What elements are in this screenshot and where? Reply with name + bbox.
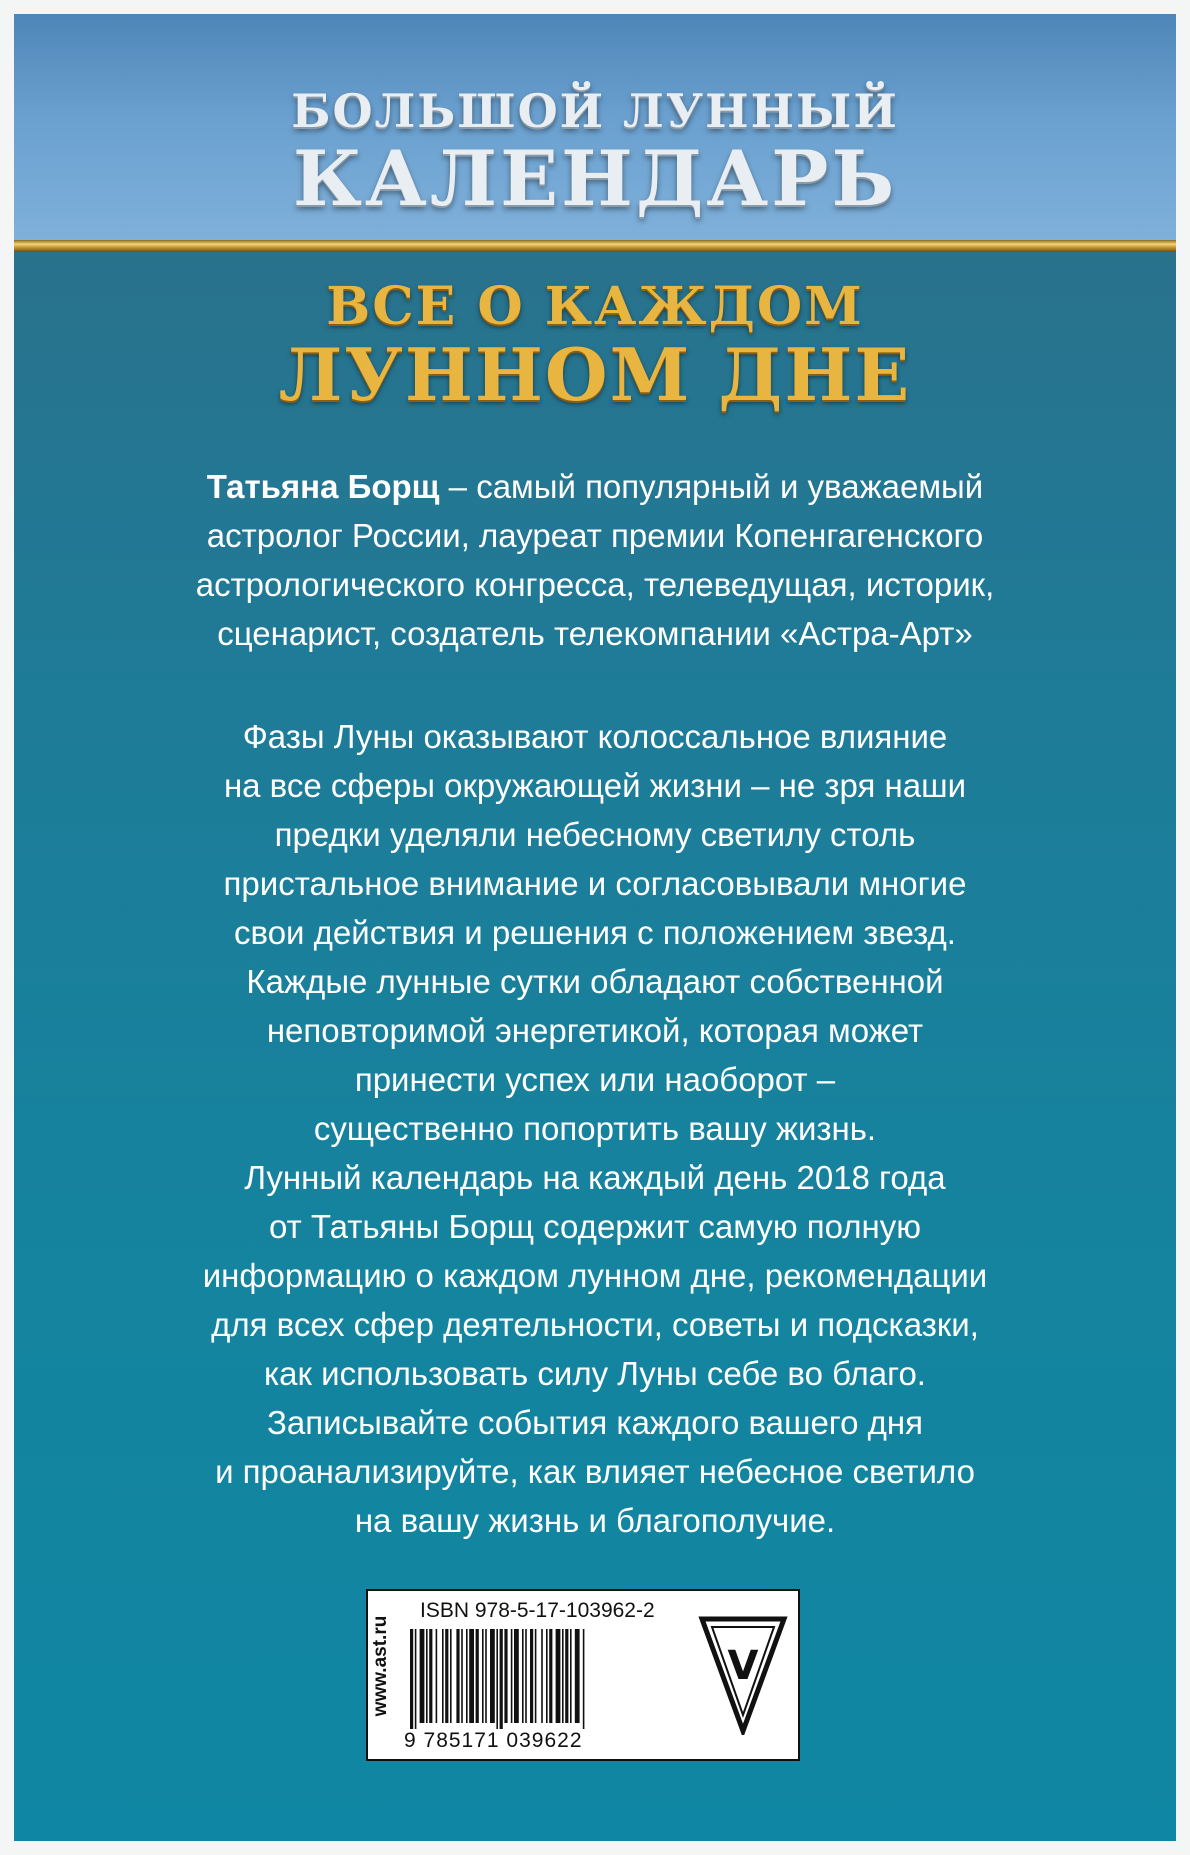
- description-line: существенно попортить вашу жизнь.: [313, 1110, 877, 1147]
- barcode-bar: [525, 1629, 527, 1723]
- description-line: принести успех или наоборот –: [354, 1061, 836, 1098]
- barcode-bar: [410, 1629, 413, 1729]
- barcode-bar: [469, 1629, 474, 1723]
- barcode-bar: [466, 1629, 468, 1723]
- about-line: астролог России, лауреат премии Копенгагенского: [206, 517, 984, 554]
- barcode-bar: [562, 1629, 564, 1723]
- description-line: информацию о каждом лунном дне, рекомендации: [202, 1257, 988, 1294]
- author-about: [44, 462, 1146, 658]
- description-line: Фазы Луны оказывают колоссальное влияние: [242, 718, 948, 755]
- description-line: от Татьяны Борщ содержит самую полную: [269, 1208, 921, 1245]
- book-description: [44, 712, 1146, 1545]
- barcode-bar: [485, 1629, 487, 1723]
- barcode-bar: [436, 1629, 438, 1723]
- barcode-bar: [415, 1629, 417, 1729]
- barcode-bar: [456, 1629, 459, 1723]
- barcode-panel: [366, 1589, 800, 1761]
- barcode-bar: [426, 1629, 428, 1723]
- about-line-text: – самый популярный и уважаемый: [439, 468, 984, 505]
- barcode-bar: [445, 1629, 448, 1723]
- description-line: Лунный календарь на каждый день 2018 года: [244, 1159, 946, 1196]
- book-title-line2: ЛУННОМ ДНЕ: [278, 332, 912, 417]
- description-line: Каждые лунные сутки обладают собственной: [246, 963, 944, 1000]
- description-line: пристальное внимание и согласовывали многие: [223, 865, 967, 902]
- description-line: для всех сфер деятельности, советы и подсказки,: [211, 1306, 979, 1343]
- barcode-bar: [546, 1629, 548, 1723]
- book-back-cover: [14, 14, 1176, 1841]
- publisher-logo-icon: [698, 1615, 788, 1735]
- isbn-number: ISBN 978-5-17-103962-2: [420, 1599, 655, 1622]
- description-line: на все сферы окружающей жизни – не зря наши: [223, 767, 967, 804]
- barcode-bar: [565, 1629, 568, 1723]
- publisher-site: www.ast.ru: [370, 1615, 391, 1717]
- barcode-bar: [549, 1629, 552, 1723]
- gold-divider: [14, 240, 1176, 252]
- barcode-bar: [461, 1629, 463, 1723]
- publisher-logo-letter: V: [727, 1643, 759, 1689]
- barcode-bar: [541, 1629, 543, 1723]
- about-line: сценарист, создатель телекомпании «Астра-Арт»: [217, 615, 973, 652]
- description-line: как использовать силу Луны себе во благо.: [264, 1355, 926, 1392]
- book-title-line1: ВСЕ О КАЖДОМ: [326, 276, 864, 337]
- description-line: на вашу жизнь и благополучие.: [354, 1502, 836, 1539]
- description-line: Записывайте события каждого вашего дня: [266, 1404, 923, 1441]
- series-title-line2: КАЛЕНДАРЬ: [292, 134, 898, 223]
- barcode-bar: [450, 1629, 452, 1723]
- barcode-bar: [583, 1629, 585, 1729]
- about-line: астрологического конгресса, телеведущая, историк,: [195, 566, 995, 603]
- barcode-bar: [442, 1629, 444, 1723]
- barcode-bar: [429, 1629, 432, 1723]
- barcode-bar: [556, 1629, 561, 1723]
- description-line: предки уделяли небесному светилу столь: [274, 816, 916, 853]
- barcode-bar: [490, 1629, 495, 1723]
- barcode-bar: [476, 1629, 479, 1723]
- barcode-bar: [511, 1629, 513, 1723]
- ean-digits: 9 785171 039622: [404, 1729, 583, 1752]
- barcode-bar: [535, 1629, 537, 1723]
- barcode-bar: [530, 1629, 533, 1723]
- barcode-bar: [575, 1629, 580, 1723]
- barcode-bar: [500, 1629, 503, 1729]
- about-line: [44, 462, 1146, 511]
- barcode-bar: [504, 1629, 507, 1723]
- barcode-bar: [482, 1629, 484, 1723]
- barcode-bar: [514, 1629, 519, 1723]
- barcode-bar: [522, 1629, 524, 1723]
- barcode-bar: [570, 1629, 572, 1723]
- series-title-line1: БОЛЬШОЙ ЛУННЫЙ: [291, 84, 899, 138]
- barcode-bar: [496, 1629, 498, 1729]
- barcode-bar: [420, 1629, 425, 1723]
- author-name: Татьяна Борщ: [206, 468, 440, 505]
- barcode-bars: [408, 1629, 683, 1729]
- description-line: и проанализируйте, как влияет небесное светило: [215, 1453, 975, 1490]
- description-line: неповторимой энергетикой, которая может: [266, 1012, 924, 1049]
- description-line: свои действия и решения с положением звезд.: [234, 914, 956, 951]
